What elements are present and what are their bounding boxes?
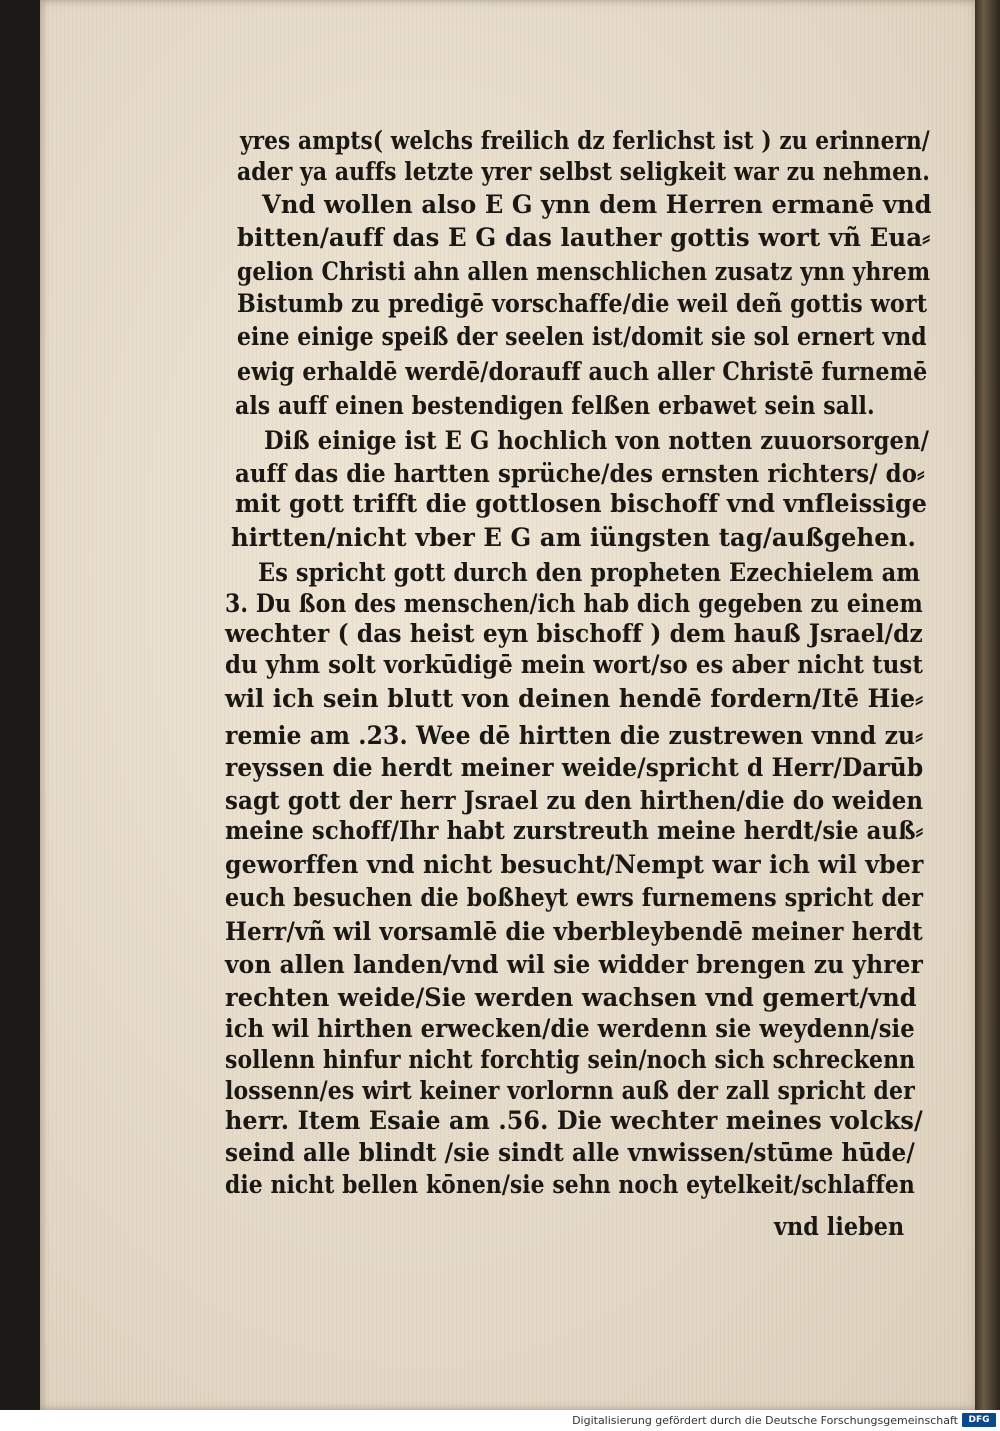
text-line: yres ampts( welchs freilich dz ferlichst ist ) zu erinnern/	[240, 126, 930, 155]
text-line: wechter ( das heist eyn bischoff ) dem hauß Jsrael/dz	[225, 619, 923, 648]
text-line: sagt gott der herr Jsrael zu den hirthen/die do weiden	[225, 786, 924, 815]
text-line: rechten weide/Sie werden wachsen vnd gemert/vnd	[225, 983, 917, 1012]
text-line: Es spricht gott durch den propheten Ezechielem am	[258, 558, 921, 587]
text-line: Bistumb zu predigē vorschaffe/die weil deñ gottis wort	[237, 289, 928, 318]
text-line: lossenn/es wirt keiner vorlornn auß der zall spricht der	[225, 1076, 915, 1105]
text-line: Diß einige ist E G hochlich von notten zuuorsorgen/	[264, 426, 929, 455]
text-line: auff das die hartten sprüche/des ernsten richters/ do⸗	[235, 459, 925, 488]
text-line: hirtten/nicht vber E G am iüngsten tag/außgehen.	[231, 523, 917, 552]
text-line: eine einige speiß der seelen ist/domit sie sol ernert vnd	[237, 322, 927, 351]
text-line: ader ya auffs letzte yrer selbst seligkeit war zu nehmen.	[237, 157, 930, 186]
text-line: reyssen die herdt meiner weide/spricht d Herr/Darūb	[225, 753, 924, 782]
text-line: ewig erhaldē werdē/dorauff auch aller Christē furnemē	[237, 357, 928, 386]
text-line: meine schoff/Ihr habt zurstreuth meine herdt/sie auß⸗	[225, 816, 924, 845]
text-line: vnd lieben	[774, 1212, 905, 1241]
text-line: seind alle blindt /sie sindt alle vnwissen/stūme hūde/	[225, 1138, 915, 1167]
text-line: bitten/auff das E G das lauther gottis wort vñ Eua⸗	[237, 223, 931, 252]
text-line: geworffen vnd nicht besucht/Nempt war ich wil vber	[225, 850, 924, 879]
text-line: die nicht bellen kōnen/sie sehn noch eytelkeit/schlaffen	[225, 1170, 915, 1199]
text-line: 3. Du ßon des menschen/ich hab dich gegeben zu einem	[225, 589, 923, 618]
funding-credit: Digitalisierung gefördert durch die Deutsche Forschungsgemeinschaft	[572, 1414, 958, 1427]
text-line: mit gott trifft die gottlosen bischoff vnd vnfleissige	[235, 489, 928, 518]
text-line: wil ich sein blutt von deinen hendē fordern/Itē Hie⸗	[225, 684, 924, 713]
text-line: gelion Christi ahn allen menschlichen zusatz ynn yhrem	[237, 257, 931, 286]
text-line: du yhm solt vorkūdigē mein wort/so es aber nicht tust	[225, 650, 924, 679]
text-line: Herr/vñ wil vorsamlē die vberbleybendē meiner herdt	[225, 917, 923, 946]
text-line: ich wil hirthen erwecken/die werdenn sie weydenn/sie	[225, 1014, 915, 1043]
text-line: als auff einen bestendigen felßen erbawet sein sall.	[235, 391, 875, 420]
text-line: remie am .23. Wee dē hirtten die zustrewen vnnd zu⸗	[225, 721, 924, 750]
text-line: euch besuchen die boßheyt ewrs furnemens spricht der	[225, 883, 924, 912]
dfg-logo: DFG	[962, 1413, 996, 1427]
text-line: sollenn hinfur nicht forchtig sein/noch sich schreckenn	[225, 1045, 916, 1074]
footer-bar	[0, 1410, 1000, 1431]
text-line: Vnd wollen also E G ynn dem Herren ermanē vnd	[262, 190, 932, 219]
text-line: herr. Item Esaie am .56. Die wechter meines volcks/	[225, 1106, 923, 1135]
text-line: von allen landen/vnd wil sie widder brengen zu yhrer	[225, 950, 923, 979]
